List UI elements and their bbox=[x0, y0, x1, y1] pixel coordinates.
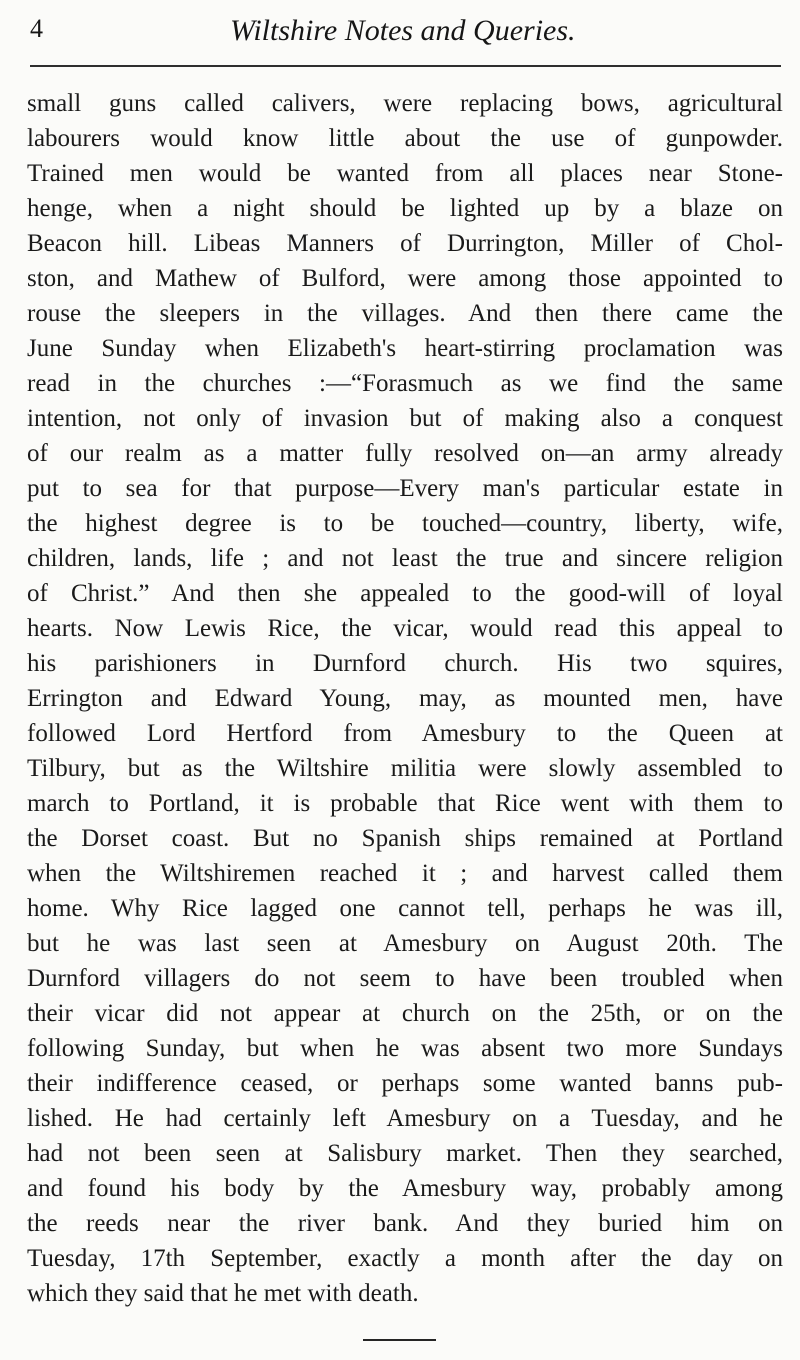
text-line: Trained men would be wanted from all places near Stone- bbox=[27, 160, 783, 187]
text-line: home. Why Rice lagged one cannot tell, perhaps he was ill, bbox=[27, 895, 783, 922]
text-line: lished. He had certainly left Amesbury on a Tuesday, and he bbox=[27, 1105, 783, 1132]
text-line: henge, when a night should be lighted up by a blaze on bbox=[27, 195, 783, 222]
page-header bbox=[30, 6, 780, 50]
text-line: Errington and Edward Young, may, as mounted men, have bbox=[27, 685, 783, 712]
text-line: June Sunday when Elizabeth's heart-stirring proclamation was bbox=[27, 335, 783, 362]
header-rule bbox=[30, 65, 781, 67]
text-line: followed Lord Hertford from Amesbury to the Queen at bbox=[27, 720, 783, 747]
text-line: rouse the sleepers in the villages. And then there came the bbox=[27, 300, 783, 327]
text-line: but he was last seen at Amesbury on August 20th. The bbox=[27, 930, 783, 957]
page-number: 4 bbox=[30, 14, 43, 43]
end-rule bbox=[363, 1339, 436, 1341]
text-line: and found his body by the Amesbury way, probably among bbox=[27, 1175, 783, 1202]
text-line: read in the churches :—“Forasmuch as we find the same bbox=[27, 370, 783, 397]
text-line: Beacon hill. Libeas Manners of Durrington, Miller of Chol- bbox=[27, 230, 783, 257]
text-line: labourers would know little about the use of gunpowder. bbox=[27, 125, 783, 152]
text-line: Tuesday, 17th September, exactly a month after the day on bbox=[27, 1245, 783, 1272]
text-line: their vicar did not appear at church on the 25th, or on the bbox=[27, 1000, 783, 1027]
text-line: his parishioners in Durnford church. His two squires, bbox=[27, 650, 783, 677]
text-line: the highest degree is to be touched—country, liberty, wife, bbox=[27, 510, 783, 537]
text-line: Durnford villagers do not seem to have been troubled when bbox=[27, 965, 783, 992]
body-text bbox=[27, 86, 783, 1311]
text-line: Tilbury, but as the Wiltshire militia were slowly assembled to bbox=[27, 755, 783, 782]
text-line: intention, not only of invasion but of making also a conquest bbox=[27, 405, 783, 432]
text-line: the reeds near the river bank. And they buried him on bbox=[27, 1210, 783, 1237]
text-line: of Christ.” And then she appealed to the good-will of loyal bbox=[27, 580, 783, 607]
text-line: march to Portland, it is probable that Rice went with them to bbox=[27, 790, 783, 817]
text-line: children, lands, life ; and not least the true and sincere religion bbox=[27, 545, 783, 572]
text-line: when the Wiltshiremen reached it ; and harvest called them bbox=[27, 860, 783, 887]
text-line: had not been seen at Salisbury market. Then they searched, bbox=[27, 1140, 783, 1167]
text-line: of our realm as a matter fully resolved on—an army already bbox=[27, 440, 783, 467]
text-line: which they said that he met with death. bbox=[27, 1280, 419, 1307]
text-line: hearts. Now Lewis Rice, the vicar, would read this appeal to bbox=[27, 615, 783, 642]
text-line: following Sunday, but when he was absent two more Sundays bbox=[27, 1035, 783, 1062]
running-title: Wiltshire Notes and Queries. bbox=[230, 14, 576, 47]
text-line: the Dorset coast. But no Spanish ships remained at Portland bbox=[27, 825, 783, 852]
text-line: put to sea for that purpose—Every man's particular estate in bbox=[27, 475, 783, 502]
text-line: small guns called calivers, were replacing bows, agricultural bbox=[27, 90, 783, 117]
text-line: their indifference ceased, or perhaps some wanted banns pub- bbox=[27, 1070, 783, 1097]
text-line: ston, and Mathew of Bulford, were among those appointed to bbox=[27, 265, 783, 292]
